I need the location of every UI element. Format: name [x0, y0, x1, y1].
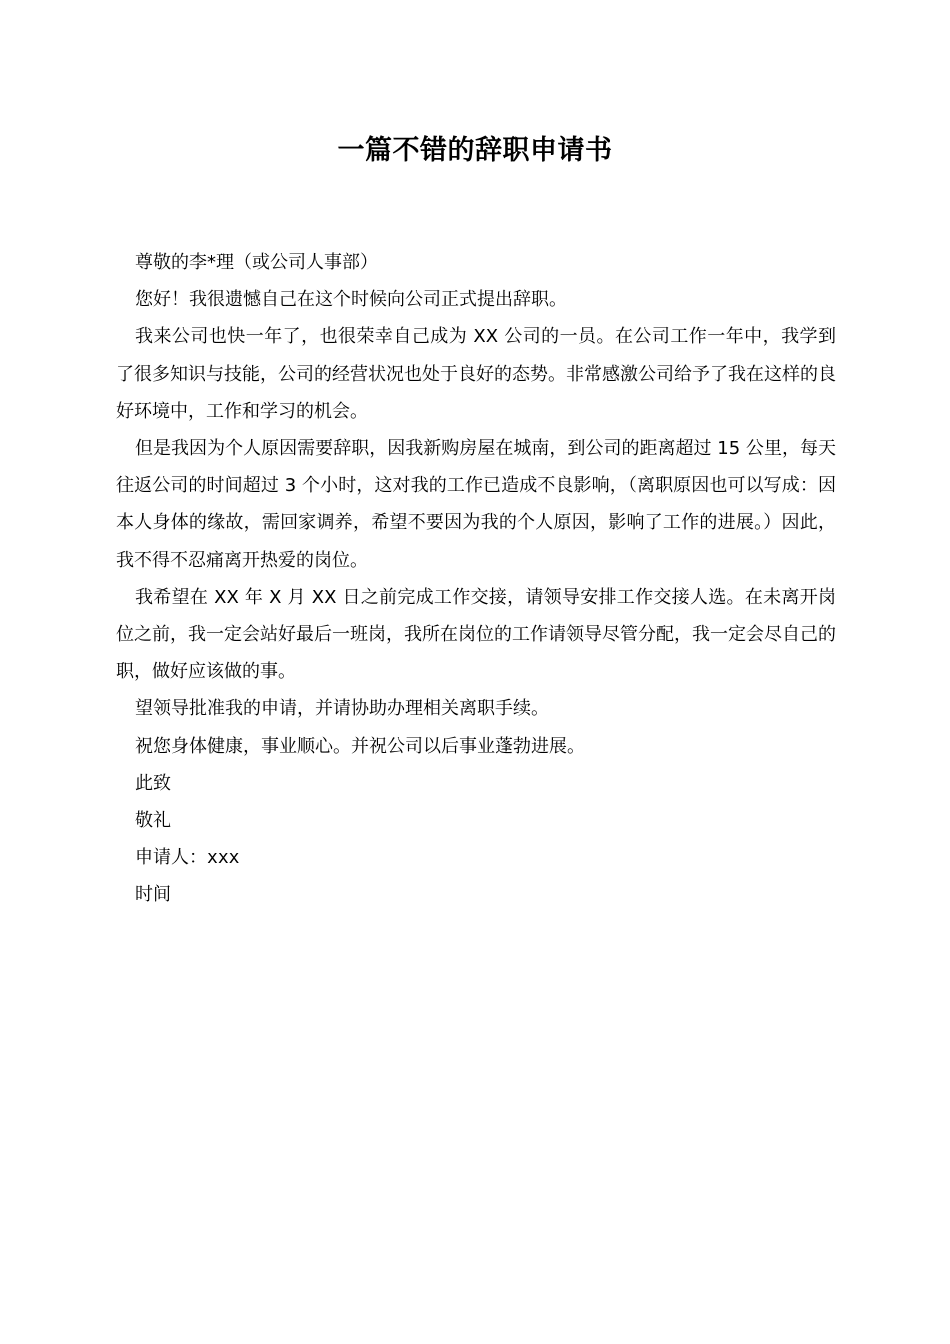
date-line: 时间: [135, 884, 171, 906]
paragraph-request: 望领导批准我的申请，并请协助办理相关离职手续。: [135, 698, 549, 720]
paragraph-handover: 我希望在 XX 年 X 月 XX 日之前完成工作交接，请领导安排工作交接人选。在未离开岗位之前，我一定会站好最后一班岗，我所在岗位的工作请领导尽管分配，我一定会尽自己的职，做好应该做的事。: [116, 586, 836, 683]
paragraph-experience: 我来公司也快一年了，也很荣幸自己成为 XX 公司的一员。在公司工作一年中，我学到了很多知识与技能，公司的经营状况也处于良好的态势。非常感激公司给予了我在这样的良好环境中，工作和学习的机会。: [116, 326, 836, 422]
document-title: 一篇不错的辞职申请书: [337, 135, 613, 166]
paragraph-reason: 但是我因为个人原因需要辞职，因我新购房屋在城南，到公司的距离超过 15 公里，每天往返公司的时间超过 3 个小时，这对我的工作已造成不良影响，（离职原因也可以写成：因本人身体的缘故，需回家调养，希望不要因为我的个人原因，影响了工作的进展。）因此，我不得不忍痛离开热爱的岗位。: [116, 438, 836, 571]
closing-line-1: 此致: [135, 772, 171, 794]
applicant-name: xxx: [207, 847, 240, 869]
applicant-label: 申请人：: [135, 847, 207, 869]
paragraph-greeting: 您好！我很遗憾自己在这个时候向公司正式提出辞职。: [135, 289, 567, 311]
document-body: [116, 244, 836, 914]
applicant-line: [116, 839, 836, 876]
salutation: 尊敬的李*理（或公司人事部）: [135, 252, 378, 273]
closing-line-2: 敬礼: [135, 810, 171, 832]
paragraph-wishes: 祝您身体健康，事业顺心。并祝公司以后事业蓬勃进展。: [135, 735, 585, 757]
